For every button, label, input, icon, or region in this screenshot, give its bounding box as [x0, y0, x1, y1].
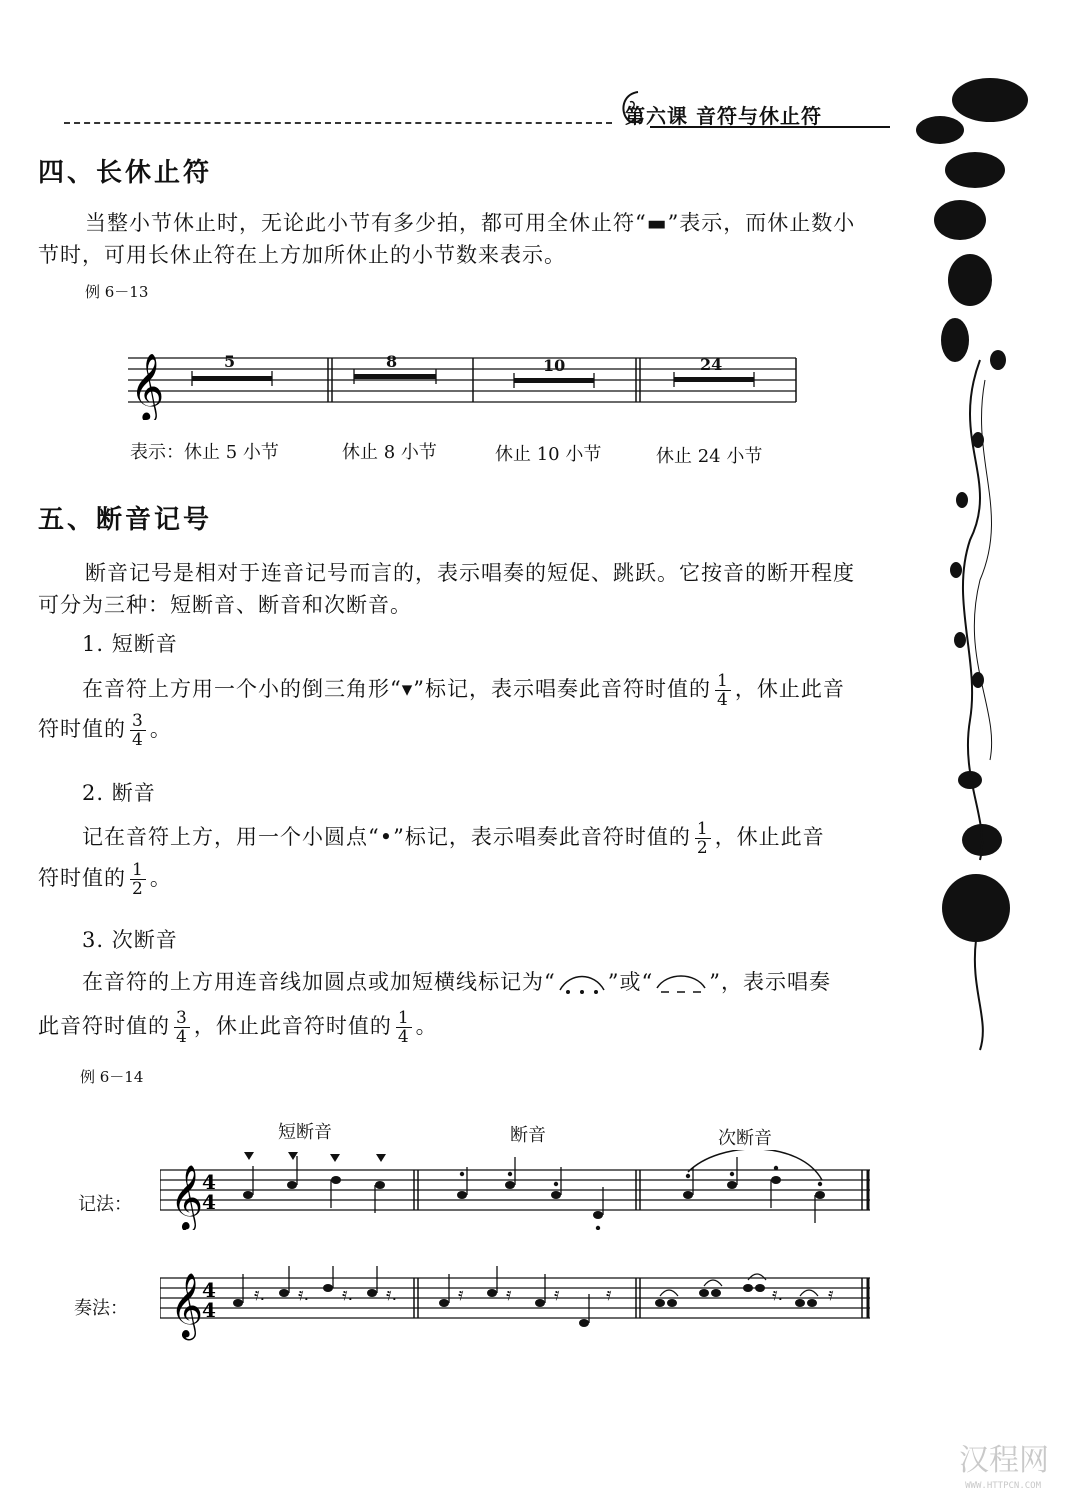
paragraph-staccato-line2: 可分为三种：短断音、断音和次断音。 — [38, 593, 412, 617]
long-rest-5 — [192, 371, 272, 386]
paragraph-long-rest-line2: 节时，可用长休止符在上方加所休止的小节数来表示。 — [38, 243, 566, 267]
caption-rest-24: 休止 24 小节 — [656, 446, 763, 467]
time-signature-bottom: 4 — [202, 1190, 216, 1214]
staccato-text-b: ，休止此音 — [714, 825, 825, 849]
rest-count-24: 24 — [700, 355, 723, 374]
svg-text:𝄿.: 𝄿. — [772, 1284, 784, 1305]
rest-count-10: 10 — [543, 356, 566, 375]
floral-vine-decoration — [880, 60, 1060, 1060]
long-rest-10 — [514, 373, 594, 388]
staccatissimo-text-c: 符时值的 — [38, 717, 126, 741]
staccatissimo-line2: 符时值的 $\frac{3}{4}$ 。 — [38, 711, 172, 750]
staccatissimo-line1 — [82, 672, 845, 709]
caption-rest-8: 休止 8 小节 — [342, 442, 437, 463]
time-signature-top: 4 — [202, 1278, 216, 1302]
fraction-three-quarters-2: $\frac{3}{4}$ — [176, 1008, 188, 1047]
svg-text:𝄿: 𝄿 — [458, 1284, 464, 1305]
paragraph-staccato-line1: 断音记号是相对于连音记号而言的，表示唱奏的短促、跳跃。它按音的断开程度 — [85, 561, 855, 585]
caption-rest-10: 休止 10 小节 — [495, 444, 602, 465]
staff-performance — [160, 1266, 875, 1346]
mezzo-text-c: ”，表示唱奏 — [709, 970, 831, 994]
slur-dashes-icon — [653, 970, 709, 998]
treble-clef-icon: 𝄞 — [170, 1273, 204, 1338]
long-rest-24 — [674, 372, 754, 387]
section-heading-long-rest: 四、长休止符 — [38, 158, 213, 188]
time-signature-bottom: 4 — [202, 1298, 216, 1322]
row-label-performance: 奏法： — [74, 1298, 128, 1319]
long-rest-8 — [354, 369, 436, 384]
treble-clef-icon: 𝄞 — [130, 352, 165, 420]
subheading-staccato: 2. 断音 — [82, 781, 156, 805]
header-underline — [650, 126, 890, 128]
label-staccato: 断音 — [510, 1125, 546, 1146]
mezzo-text-a: 在音符的上方用连音线加圆点或加短横线标记为“ — [82, 970, 556, 994]
svg-text:𝄿: 𝄿 — [554, 1284, 560, 1305]
time-signature-top: 4 — [202, 1170, 216, 1194]
fraction-one-quarter-2: $\frac{1}{4}$ — [397, 1008, 410, 1047]
label-mezzo-staccato: 次断音 — [718, 1128, 772, 1149]
svg-text:𝄿: 𝄿 — [506, 1284, 512, 1305]
row-label-notation: 记法： — [78, 1194, 132, 1215]
staccato-text-c: 符时值的 — [38, 866, 126, 890]
header-dashed-rule — [64, 122, 612, 124]
example-label-6-14: 例 6－14 — [80, 1068, 144, 1086]
rest-count-8: 8 — [386, 352, 398, 371]
svg-text:𝄿.: 𝄿. — [254, 1284, 266, 1305]
section-heading-staccato: 五、断音记号 — [38, 505, 213, 535]
subheading-staccatissimo: 1. 短断音 — [82, 632, 178, 656]
svg-text:𝄿.: 𝄿. — [386, 1284, 398, 1305]
mezzo-staccato-line2: 此音符时值的 $\frac{3}{4}$ ，休止此音符时值的 $\frac{1}{4}$ 。 — [38, 1008, 438, 1047]
staccato-line2: 符时值的 $\frac{1}{2}$ 。 — [38, 860, 172, 899]
subheading-mezzo-staccato: 3. 次断音 — [82, 928, 178, 952]
svg-text:𝄿.: 𝄿. — [342, 1284, 354, 1305]
fraction-one-half-2: $\frac{1}{2}$ — [132, 860, 144, 899]
staccatissimo-text-a: 在音符上方用一个小的倒三角形“▾”标记，表示唱奏此音符时值的 — [82, 677, 712, 701]
staccato-line1 — [82, 820, 825, 857]
watermark-url: WWW.HTTPCN.COM — [965, 1481, 1041, 1491]
fraction-three-quarters: $\frac{3}{4}$ — [132, 711, 144, 750]
svg-text:𝄿: 𝄿 — [606, 1284, 612, 1305]
fraction-one-half: $\frac{1}{2}$ — [696, 819, 709, 858]
slur-dots-icon — [556, 970, 608, 998]
example-label-6-13: 例 6－13 — [85, 283, 149, 301]
staccato-text-a: 记在音符上方，用一个小圆点“•”标记，表示唱奏此音符时值的 — [82, 825, 691, 849]
svg-text:𝄿: 𝄿 — [828, 1284, 834, 1305]
rest-count-5: 5 — [224, 352, 236, 371]
svg-text:𝄿.: 𝄿. — [298, 1284, 310, 1305]
caption-rest-5: 表示：休止 5 小节 — [130, 442, 279, 463]
label-staccatissimo: 短断音 — [278, 1122, 332, 1143]
chapter-title: 第六课 音符与休止符 — [625, 104, 822, 128]
treble-clef-icon: 𝄞 — [170, 1165, 204, 1230]
staff-notation — [160, 1150, 875, 1230]
watermark-logo: 汉程网 — [959, 1443, 1049, 1478]
staccatissimo-text-b: ，休止此音 — [734, 677, 845, 701]
mezzo-staccato-line1: 在音符的上方用连音线加圆点或加短横线标记为“ ”或“ ”，表示唱奏 — [82, 966, 831, 998]
fraction-one-quarter: $\frac{1}{4}$ — [717, 671, 729, 710]
paragraph-long-rest-line1: 当整小节休止时，无论此小节有多少拍，都可用全休止符“▬”表示，而休止数小 — [85, 211, 856, 235]
